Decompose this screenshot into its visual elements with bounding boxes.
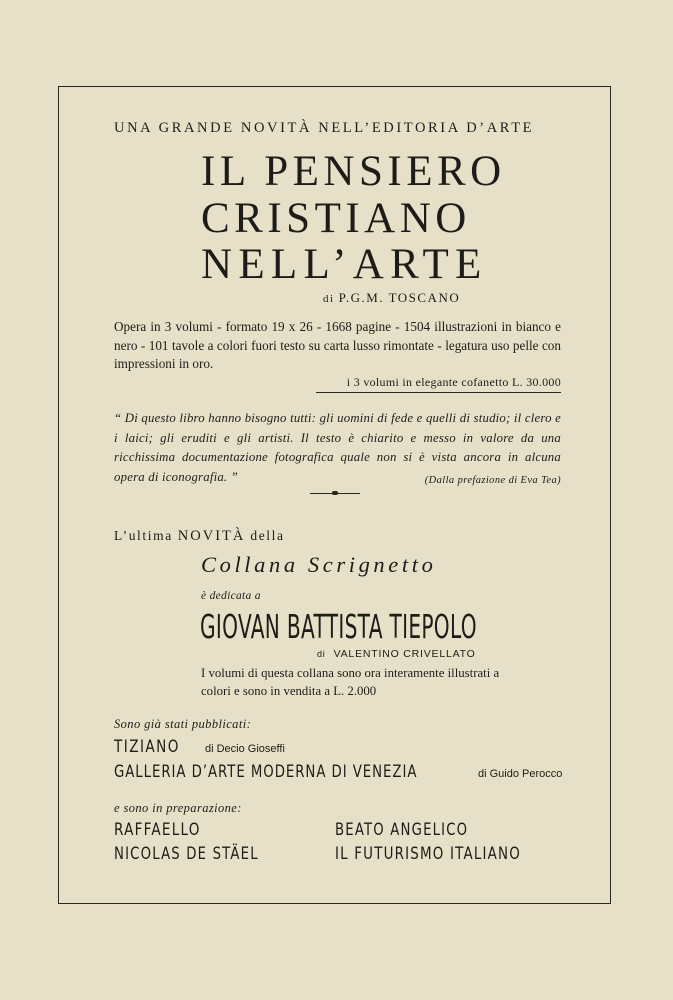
published-item-author: di Guido Perocco — [478, 768, 563, 780]
preparation-item: IL FUTURISMO ITALIANO — [335, 844, 521, 864]
volumes-text: I volumi di questa collana sono ora interamente illustrati a colori e sono in vendita a L. 2.000 — [201, 666, 500, 698]
title-line-3: NELL’ARTE — [201, 241, 488, 288]
title-line-1: IL PENSIERO — [201, 148, 506, 195]
price-line: i 3 volumi in elegante cofanetto L. 30.000 — [316, 375, 561, 393]
preparation-heading: e sono in preparazione: — [114, 801, 242, 815]
subject-author-prefix: di — [317, 649, 326, 659]
subject-author-name: VALENTINO CRIVELLATO — [333, 648, 476, 660]
subject-title: GIOVAN BATTISTA TIEPOLO — [200, 607, 477, 646]
novita-intro-after: della — [250, 528, 285, 543]
preparation-item: NICOLAS DE STÄEL — [114, 844, 259, 864]
book-description: Opera in 3 volumi - formato 19 x 26 - 1668 pagine - 1504 illustrazioni in bianco e nero - 101 tavole a colori fuori testo su carta lusso rimontate - legatura uso pelle con impressioni in oro. — [114, 319, 561, 371]
novita-intro-before: L’ultima — [114, 528, 173, 543]
novita-intro — [114, 528, 285, 545]
book-author — [323, 290, 460, 306]
title-line-2: CRISTIANO — [201, 195, 471, 242]
series-title: Collana Scrignetto — [201, 552, 437, 577]
author-prefix: di — [323, 293, 335, 305]
ornament-dot — [332, 491, 338, 495]
preparation-item: RAFFAELLO — [114, 820, 201, 840]
preface-quote: “ Di questo libro hanno bisogno tutti: gli uomini di fede e quelli di studio; il clero e i laici; gli eruditi e gli artisti. Il testo è chiarito e messo in valore da una ricchissima documentazione fotografica quale non si è vista ancora in alcuna opera di iconografia. ” — [114, 411, 561, 484]
novita-word: NOVITÀ — [177, 528, 246, 544]
quote-attribution: (Dalla prefazione di Eva Tea) — [424, 475, 561, 486]
published-item-title: TIZIANO — [114, 737, 180, 757]
dedicated-line: è dedicata a — [201, 590, 261, 602]
published-heading: Sono già stati pubblicati: — [114, 717, 252, 731]
published-item-title: GALLERIA D’ARTE MODERNA DI VENEZIA — [114, 762, 418, 782]
preparation-item: BEATO ANGELICO — [335, 820, 469, 840]
author-name: P.G.M. TOSCANO — [338, 290, 461, 305]
kicker-line: UNA GRANDE NOVITÀ NELL’EDITORIA D’ARTE — [114, 120, 535, 136]
subject-author — [317, 648, 476, 660]
published-item-author: di Decio Gioseffi — [205, 743, 285, 755]
